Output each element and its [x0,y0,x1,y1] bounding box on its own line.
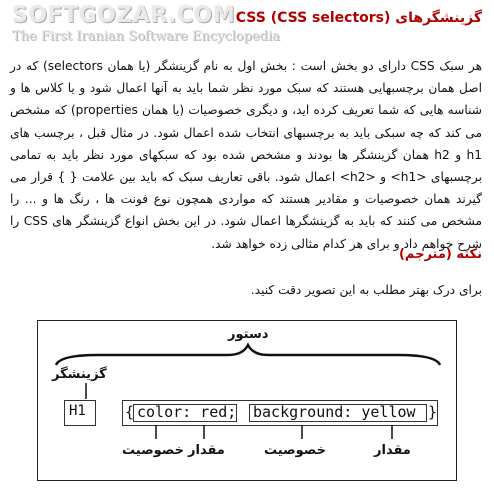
declaration-2-box [249,404,427,422]
watermark-brand [12,3,235,28]
selector-code-box [64,400,96,426]
watermark-tagline: The First Iranian Software Encyclopedia [12,29,280,44]
article-body: هر سبک CSS دارای دو بخش است : بخش اول به نام گزینشگر (یا همان selectors) که در اصل همان برچسبهایی هستند که سبک مورد نظر شما باید به آنها اعمال شود و یا کلاس ها و شناسه هایی که شما تعریف کرده اید، و دیگری خصوصیات (یا همان properties) که مشخص می کند که چه سبکی باید به برچسبهای انتخاب شده اعمال شود. در مثال قبل ، برچسب های h1 و h2 همان گزینشگر ها بودند و مشخص شده بود که سبکهای مورد نظر باید به تمامی برچسبهای <h1> و <h2> اعمال شود. باقی تعاریف سبک که باید بین علامت { } قرار می گیرند همان خصوصیات و مقادیر هستند که مواردی همچون نوع فونت ها ، رنگ ها و ... را مشخص می کنند که باید به گزینشگرها اعمال شود. در این بخش انواع گزینشگر های CSS را شرح خواهم داد و برای هر کدام مثالی زده خواهد شد. [10,59,482,251]
note-heading: نکته (مترجم) [398,247,482,262]
declaration-1-box [133,404,237,422]
property-label-2: خصوصیت [264,443,326,458]
article-title: گزینشگرهای CSS (CSS selectors) [235,10,482,26]
note-text: برای درک بهتر مطلب به این تصویر دقت کنید. [250,283,482,297]
watermark-logo [6,3,280,47]
value-label-2: مقدار [374,443,411,458]
watermark-brand-text: SOFTGOZAR.COM [12,3,236,28]
css-rule-diagram [37,320,457,481]
open-brace: { [125,403,135,421]
declaration-1-code: color: red; [137,403,237,421]
selector-label: گزینشگر [52,367,107,382]
rule-label: دستور [228,327,269,342]
selector-code: H1 [69,403,86,419]
value-label-1: مقدار [188,443,225,458]
property-label-1: خصوصیت [122,443,184,458]
rule-brace-icon [38,341,458,391]
close-brace: } [428,403,438,421]
declaration-block [122,400,438,426]
declaration-2-code: background: yellow [253,403,416,421]
